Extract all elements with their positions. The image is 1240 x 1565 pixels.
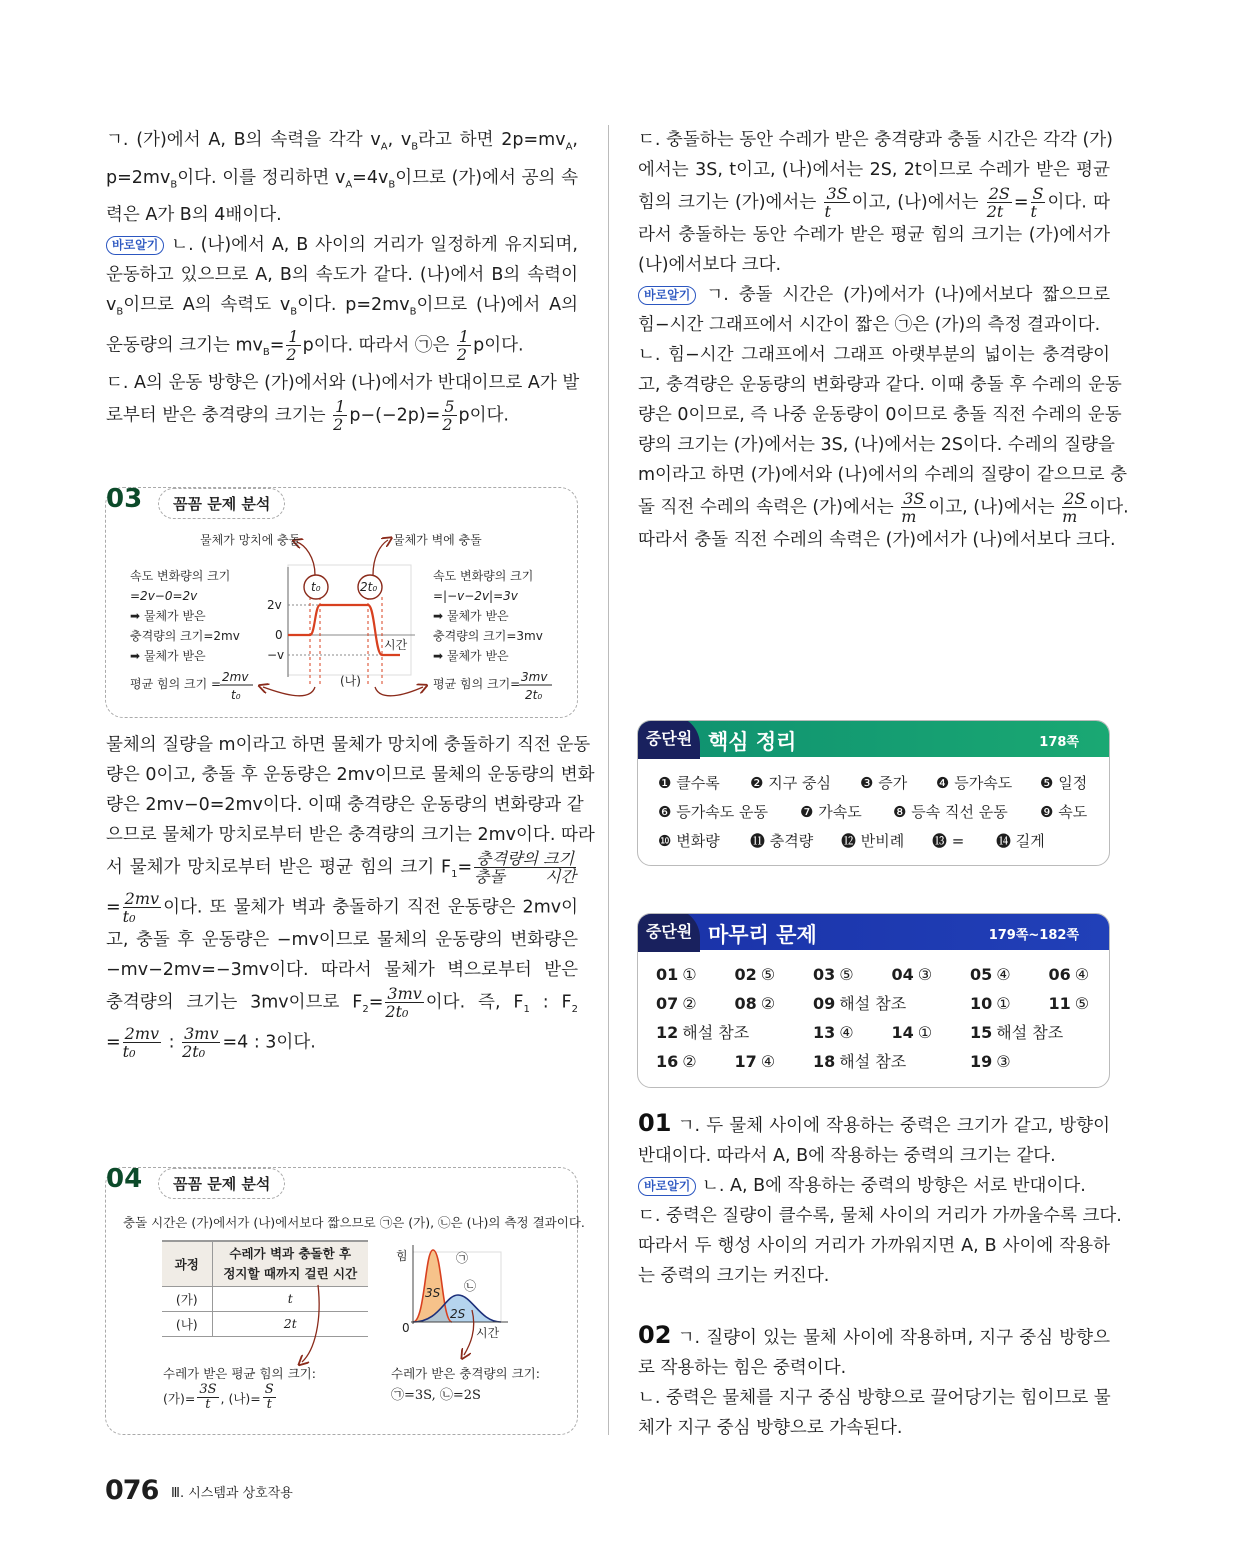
chapter-title: Ⅲ. 시스템과 상호작용 (171, 1486, 293, 1501)
denominator: 2 (286, 344, 297, 364)
text-line (638, 525, 1116, 555)
answer-item: 02 ⑤ (734, 965, 776, 984)
y-tick-2v: 2v (267, 598, 282, 612)
core-summary-box (637, 720, 1110, 866)
text-segment: ㄷ. 중력은 질량이 클수록, 물체 사이의 거리가 가까울수록 크다. (638, 1206, 1122, 1226)
subscript: 1 (451, 869, 458, 880)
baroalgi-badge: 바로알기 (106, 236, 164, 255)
q04-analysis-pill: 꼼꼼 문제 분석 (158, 1168, 285, 1199)
numerator: 2mv (124, 889, 160, 908)
text-line (638, 430, 1115, 460)
subscript: B (116, 306, 124, 318)
t0-label: t₀ (311, 580, 321, 594)
answer-item: 14 ① (891, 1023, 933, 1042)
text-segment: p이다. (458, 405, 509, 425)
svg-text:➡ 물체가 받은: ➡ 물체가 받은 (130, 609, 206, 623)
subscript: 1 (523, 1004, 530, 1015)
text-line (106, 163, 578, 201)
right-explanation (433, 568, 552, 702)
text-line (106, 850, 578, 890)
text-segment: 라고 하면 2p=mv (418, 130, 566, 150)
subscript: B (388, 179, 396, 190)
text-segment: 충격량의 크기는 3mv이므로 F (106, 992, 363, 1013)
text-line (106, 820, 595, 850)
review-page: 179쪽~182쪽 (988, 928, 1079, 943)
subscript: A (380, 141, 388, 153)
text-segment: 으므로 물체가 망치로부터 받은 충격량의 크기는 2mv이다. 따라 (106, 825, 595, 845)
question-number: 01 (638, 1109, 672, 1137)
text-line (638, 1171, 1110, 1201)
svg-text:충격량의 크기=3mv: 충격량의 크기=3mv (433, 629, 543, 643)
text-segment: 이고, (나)에서는 (928, 497, 1061, 518)
text-segment: 운동하고 있으므로 A, B의 속도가 같다. (나)에서 B의 속력이 (106, 265, 578, 285)
text-segment: p이다. 따라서 ㉠은 (302, 335, 455, 355)
core-item: ⓭ = (932, 832, 965, 850)
denominator: 2t (986, 202, 1004, 221)
denominator: 2 (456, 344, 468, 364)
text-line (638, 400, 1122, 430)
svg-text:➡ 물체가 받은: ➡ 물체가 받은 (433, 649, 509, 663)
text-segment: 는 중력의 크기는 커진다. (638, 1266, 830, 1286)
denominator: t₀ (122, 1042, 136, 1061)
text-line (106, 260, 578, 290)
y-tick-0: 0 (275, 628, 283, 642)
text-segment: 이므로 (나)에서 A의 (416, 295, 578, 315)
numerator: 3mv (387, 984, 422, 1003)
denominator: m (901, 507, 917, 526)
text-line (638, 250, 1110, 280)
core-item: ❶ 클수록 (658, 774, 720, 792)
text-segment: , v (387, 130, 412, 150)
text-segment: , (572, 130, 578, 150)
text-line (638, 1261, 1110, 1291)
text-segment: =4 : 3이다. (222, 1032, 316, 1053)
numerator: 2S (1064, 489, 1086, 508)
q01-explanation (638, 1108, 1122, 1291)
text-line (638, 280, 1110, 310)
review-answers-box (637, 913, 1110, 1088)
numerator: 충격량의 크기 (476, 849, 574, 868)
text-segment: 이다. (1089, 497, 1129, 518)
text-line (638, 370, 1122, 400)
svg-text:=|−v−2v|=3v: =|−v−2v|=3v (433, 589, 518, 603)
text-segment: p−(−2p)= (349, 405, 441, 425)
denominator: 2 (442, 414, 453, 434)
answer-item: 06 ④ (1048, 965, 1090, 984)
core-item: ⓮ 길게 (996, 832, 1045, 850)
text-segment: : (163, 1032, 181, 1053)
text-segment: = (1013, 192, 1029, 213)
answer-item: 09 해설 참조 (813, 994, 907, 1013)
q04-caption: 충돌 시간은 (가)에서가 (나)에서보다 짧으므로 ㉠은 (가), ㉡은 (나)의 측정 결과이다. (123, 1215, 585, 1230)
text-segment: 이다. 즉, F (425, 992, 524, 1013)
core-item: ❿ 변화량 (658, 832, 720, 850)
answer-item: 07 ② (656, 994, 697, 1013)
text-segment: 따라서 두 행성 사이의 거리가 가까워지면 A, B 사이에 작용하 (638, 1236, 1110, 1256)
table-header-time-2: 정지할 때까지 걸린 시간 (223, 1265, 358, 1281)
text-line (106, 290, 578, 328)
arrow-wall (373, 540, 388, 575)
area-label-3S: 3S (425, 1286, 441, 1300)
graph-caption: (나) (340, 674, 361, 688)
answer-item: 08 ② (734, 994, 776, 1013)
core-item: ❼ 가속도 (800, 803, 862, 821)
y-axis-label: 힘 (396, 1249, 408, 1263)
q04-note-right: 수레가 받은 충격량의 크기: (391, 1366, 540, 1381)
text-line (638, 1141, 1110, 1171)
denominator: 2 (333, 414, 344, 434)
core-tag: 중단원 (638, 720, 700, 759)
baroalgi-badge: 바로알기 (638, 286, 696, 305)
text-line (638, 1231, 1110, 1261)
text-segment: 량은 0이므로, 즉 나중 운동량이 0이므로 충돌 직전 수레의 운동 (638, 405, 1122, 425)
text-segment: 라서 충돌하는 동안 수레가 받은 평균 힘의 크기는 (가)에서가 (638, 225, 1110, 245)
text-segment: 고, 충돌 후 운동량은 −mv이므로 물체의 운동량의 변화량은 (106, 930, 578, 950)
text-segment: 힘의 크기는 (가)에서는 (638, 192, 823, 213)
q04-note-left: 수레가 받은 평균 힘의 크기: (163, 1366, 316, 1381)
label-hammer-collision: 물체가 망치에 충돌 (200, 533, 301, 547)
numerator: 3S (826, 184, 848, 203)
label-wall-collision: 물체가 벽에 충돌 (393, 533, 482, 547)
text-line (638, 340, 1110, 370)
text-segment: 로 작용하는 힘은 중력이다. (638, 1358, 847, 1378)
text-segment: 물체의 질량을 m이라고 하면 물체가 망치에 충돌하기 직전 운동 (106, 735, 591, 755)
text-segment: = (106, 897, 121, 918)
denominator: 2t₀ (182, 1042, 206, 1061)
q03-explanation-text (106, 730, 595, 1061)
subscript: B (170, 179, 178, 190)
text-line (638, 155, 1110, 185)
text-line (106, 1025, 578, 1060)
core-page: 178쪽 (1039, 735, 1079, 750)
curve-label-na: ㉡ (464, 1279, 477, 1293)
text-segment: 서 물체가 망치로부터 받은 평균 힘의 크기 F (106, 857, 452, 878)
q04-arrows (290, 1280, 490, 1370)
text-segment: = (368, 992, 384, 1013)
text-segment: = (106, 1032, 121, 1053)
core-item: ❾ 속도 (1040, 803, 1088, 821)
text-segment: 로부터 받은 충격량의 크기는 (106, 405, 332, 425)
q04-note-left-eq: (가)= $\frac{3S}{t}$ , (나)= $\frac{S}{t}$ (163, 1382, 274, 1412)
fraction (1062, 490, 1087, 525)
fraction (123, 890, 161, 925)
svg-text:3mv: 3mv (521, 670, 548, 684)
arrow-right-avg (375, 687, 423, 696)
fraction (1031, 185, 1046, 220)
answer-item: 18 해설 참조 (813, 1052, 907, 1071)
numerator: 5 (444, 396, 455, 416)
text-segment: (나)에서보다 크다. (638, 255, 782, 275)
text-segment: 고, 충격량은 운동량의 변화량과 같다. 이때 충돌 후 수레의 운동 (638, 375, 1122, 395)
text-line (638, 489, 1129, 526)
text-segment: 이다. 따 (1047, 192, 1110, 213)
core-item: ❻ 등가속도 운동 (658, 803, 768, 821)
text-line (638, 1353, 1110, 1383)
text-line (106, 125, 578, 163)
text-segment: ㄱ. 충돌 시간은 (가)에서가 (나)에서보다 짧으므로 (696, 285, 1110, 305)
text-segment: = (457, 857, 473, 878)
text-line (638, 460, 1128, 490)
text-segment: m이라고 하면 (가)에서와 (나)에서의 수레의 질량이 같으므로 충 (638, 465, 1128, 485)
fraction (286, 328, 300, 363)
text-line (106, 200, 578, 230)
text-segment: 체가 지구 중심 방향으로 가속된다. (638, 1418, 903, 1438)
core-title: 핵심 정리 (708, 730, 797, 754)
y-tick-neg-v: −v (267, 648, 285, 662)
fraction (987, 185, 1012, 220)
svg-text:속도 변화량의 크기: 속도 변화량의 크기 (433, 569, 534, 583)
denominator: t (824, 202, 831, 221)
table-header-time-1: 수레가 벽과 충돌한 후 (229, 1245, 352, 1261)
svg-text:평균 힘의 크기=: 평균 힘의 크기= (433, 677, 521, 691)
left-answer-text (106, 125, 578, 433)
text-segment: 이다. p=2mv (297, 295, 410, 315)
numerator: S (1032, 184, 1044, 203)
subscript: 2 (362, 1004, 369, 1015)
fraction (474, 850, 576, 885)
core-item: ❺ 일정 (1040, 774, 1088, 792)
text-segment: ㄱ. 질량이 있는 물체 사이에 작용하며, 지구 중심 방향으 (671, 1328, 1110, 1348)
q03-velocity-graph (105, 487, 578, 718)
text-line (638, 185, 1110, 220)
answer-item: 12 해설 참조 (656, 1023, 750, 1042)
text-segment: 이므로 (가)에서 공의 속 (395, 167, 578, 188)
answer-item: 19 ③ (970, 1052, 1011, 1071)
answer-item: 01 ① (656, 965, 697, 984)
subscript: B (262, 346, 270, 358)
numerator: 3mv (184, 1024, 219, 1043)
fraction (333, 398, 347, 433)
text-segment: : F (529, 992, 572, 1013)
text-line (106, 985, 578, 1025)
table-row: (가) t (162, 1286, 368, 1311)
denominator: 2t₀ (385, 1002, 409, 1021)
text-segment: 력은 A가 B의 4배이다. (106, 205, 282, 225)
x-axis-label: 시간 (476, 1326, 500, 1340)
text-line (638, 1413, 1110, 1443)
text-segment: 량의 크기는 (가)에서는 3S, (나)에서는 2S이다. 수레의 질량을 (638, 435, 1115, 455)
text-segment: 따라서 충돌 직전 수레의 속력은 (가)에서가 (나)에서보다 크다. (638, 530, 1116, 550)
numerator: 2mv (124, 1024, 160, 1043)
answer-item: 11 ⑤ (1048, 994, 1090, 1013)
denominator: t (1030, 202, 1037, 221)
denominator: t₀ (122, 907, 136, 926)
text-segment: p이다. (473, 335, 524, 355)
text-segment: 이므로 A의 속력도 v (123, 295, 291, 315)
core-item: ❷ 지구 중심 (750, 774, 831, 792)
fraction (385, 985, 423, 1020)
svg-text:속도 변화량의 크기: 속도 변화량의 크기 (130, 569, 231, 583)
q03-number: 03 (106, 484, 143, 514)
fraction (182, 1025, 220, 1060)
text-line (638, 310, 1110, 340)
subscript: B (409, 306, 417, 318)
right-answer-text (638, 125, 1129, 555)
fraction (457, 328, 471, 363)
subscript: A (565, 141, 573, 153)
text-line (106, 790, 584, 820)
text-segment: p=2mv (106, 167, 171, 188)
numerator: 1 (458, 326, 470, 346)
text-segment: = (269, 335, 285, 355)
svg-text:t₀: t₀ (231, 688, 241, 702)
q04-number: 04 (106, 1164, 143, 1194)
x-axis-label: 시간 (384, 638, 408, 652)
text-line (638, 1108, 1110, 1141)
text-line (638, 125, 1114, 155)
table-header-process: 과정 (162, 1241, 212, 1286)
text-segment: 운동량의 크기는 mv (106, 335, 263, 355)
text-segment: 이다. 또 물체가 벽과 충돌하기 직전 운동량은 2mv이 (163, 897, 578, 918)
text-line (106, 955, 578, 985)
numerator: 3S (903, 489, 925, 508)
column-divider (608, 125, 609, 1435)
text-segment: ㄷ. A의 운동 방향은 (가)에서와 (나)에서가 반대이므로 A가 발 (106, 372, 580, 393)
core-item: ⓬ 반비례 (841, 832, 905, 850)
core-item: ❸ 증가 (860, 774, 908, 792)
curve-label-ga: ㉠ (456, 1251, 469, 1265)
review-title: 마무리 문제 (708, 923, 817, 947)
answer-item: 10 ① (970, 994, 1011, 1013)
text-line (638, 1320, 1110, 1353)
svg-text:➡ 물체가 받은: ➡ 물체가 받은 (433, 609, 509, 623)
fraction (901, 490, 926, 525)
text-line (638, 1383, 1110, 1413)
answer-item: 03 ⑤ (813, 965, 854, 984)
page-number: 076 (105, 1475, 159, 1506)
text-segment: ㄴ. 중력은 물체를 지구 중심 방향으로 끌어당기는 힘이므로 물 (638, 1388, 1111, 1408)
text-segment: ㄱ. 두 물체 사이에 작용하는 중력은 크기가 같고, 방향이 (671, 1116, 1110, 1136)
text-line (106, 925, 578, 955)
text-line (638, 220, 1110, 250)
q04-note-right-eq: ㉠=3S, ㉡=2S (391, 1388, 481, 1403)
denominator: m (1062, 507, 1078, 526)
text-line (106, 398, 578, 433)
text-segment: v (106, 295, 117, 315)
table-row: (나) 2t (162, 1311, 368, 1336)
answer-item: 13 ④ (813, 1023, 854, 1042)
q02-explanation (638, 1320, 1110, 1443)
text-line (106, 230, 578, 260)
baroalgi-badge: 바로알기 (638, 1177, 696, 1196)
text-line (106, 890, 578, 925)
text-line (106, 730, 591, 760)
arrow-left-avg (263, 687, 315, 696)
numerator: 1 (335, 396, 346, 416)
subscript: 2 (571, 1004, 578, 1015)
core-item: ❹ 등가속도 (936, 774, 1013, 792)
text-segment: 힘−시간 그래프에서 시간이 짧은 ㉠은 (가)의 측정 결과이다. (638, 315, 1101, 335)
fraction (824, 185, 849, 220)
text-segment: ㄴ. (나)에서 A, B 사이의 거리가 일정하게 유지되며, (164, 235, 578, 255)
answer-item: 16 ② (656, 1052, 697, 1071)
subscript: A (345, 179, 353, 190)
text-line (638, 1201, 1122, 1231)
text-segment: 량은 0이고, 충돌 후 운동량은 2mv이므로 물체의 운동량의 변화 (106, 765, 595, 785)
svg-text:2t₀: 2t₀ (525, 688, 543, 702)
text-line (106, 368, 578, 398)
fraction (123, 1025, 161, 1060)
text-segment: ㄴ. 힘−시간 그래프에서 그래프 아랫부분의 넓이는 충격량이 (638, 345, 1110, 365)
text-segment: 에서는 3S, t이고, (나)에서는 2S, 2t이므로 수레가 받은 평균 (638, 160, 1110, 180)
svg-text:➡ 물체가 받은: ➡ 물체가 받은 (130, 649, 206, 663)
text-segment: ㄷ. 충돌하는 동안 수레가 받은 충격량과 충돌 시간은 각각 (가) (638, 130, 1114, 150)
text-segment: ㄱ. (가)에서 A, B의 속력을 각각 v (106, 130, 381, 150)
2t0-label: 2t₀ (360, 580, 378, 594)
area-label-2S: 2S (450, 1307, 466, 1321)
svg-text:=2v−0=2v: =2v−0=2v (130, 589, 198, 603)
text-segment: =4v (352, 167, 389, 188)
text-segment: 이다. 이를 정리하면 v (177, 167, 346, 188)
svg-text:2mv: 2mv (222, 670, 249, 684)
text-segment: ㄴ. A, B에 작용하는 중력의 방향은 서로 반대이다. (696, 1176, 1086, 1196)
subscript: B (290, 306, 298, 318)
svg-text:충격량의 크기=2mv: 충격량의 크기=2mv (130, 629, 240, 643)
answer-item: 04 ③ (891, 965, 933, 984)
answer-item: 05 ④ (970, 965, 1011, 984)
numerator: 2S (988, 184, 1010, 203)
subscript: B (411, 141, 419, 153)
numerator: 1 (288, 326, 299, 346)
text-line (106, 328, 578, 368)
svg-text:평균 힘의 크기 =: 평균 힘의 크기 = (130, 677, 222, 691)
core-item: ⓫ 충격량 (750, 832, 814, 850)
core-item: ❽ 등속 직선 운동 (893, 803, 1008, 821)
answer-item: 15 해설 참조 (970, 1023, 1064, 1042)
answer-item: 17 ④ (734, 1052, 776, 1071)
denominator: 충돌 시간 (474, 867, 576, 886)
fraction (442, 398, 456, 433)
origin-label: 0 (402, 1321, 410, 1335)
text-segment: 량은 2mv−0=2mv이다. 이때 충격량은 운동량의 변화량과 같 (106, 795, 584, 815)
text-segment: −mv−2mv=−3mv이다. 따라서 물체가 벽으로부터 받은 (106, 960, 578, 980)
text-segment: 반대이다. 따라서 A, B에 작용하는 중력의 크기는 같다. (638, 1146, 1056, 1166)
left-explanation (130, 568, 253, 702)
q03-analysis-pill: 꼼꼼 문제 분석 (158, 488, 285, 519)
question-number: 02 (638, 1321, 672, 1349)
text-segment: 돌 직전 수레의 속력은 (가)에서는 (638, 497, 900, 518)
text-line (106, 760, 595, 790)
review-tag: 중단원 (638, 913, 700, 952)
text-segment: 이고, (나)에서는 (851, 192, 985, 213)
